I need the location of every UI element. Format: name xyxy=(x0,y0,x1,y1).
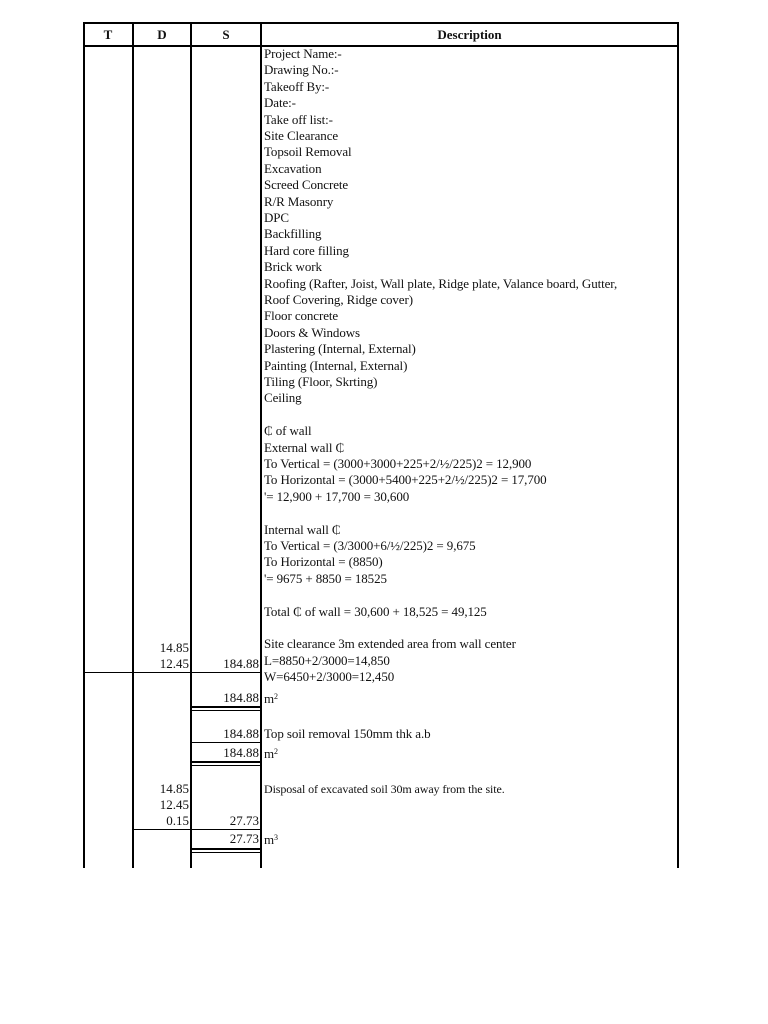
unit-power: 2 xyxy=(274,747,278,756)
description-line: '= 12,900 + 17,700 = 30,600 xyxy=(264,488,410,504)
description-line: Date:- xyxy=(264,95,296,111)
topsoil-unit xyxy=(264,746,676,762)
description-line: External wall ₵ xyxy=(264,439,345,455)
description-line: ₵ of wall xyxy=(264,423,312,439)
description-line: To Vertical = (3/3000+6/½/225)2 = 9,675 xyxy=(264,538,476,553)
description-line: DPC xyxy=(264,210,289,225)
description-line: Floor concrete xyxy=(264,308,339,324)
border-right xyxy=(677,22,679,868)
site-clearance-double-rule-2 xyxy=(192,710,261,711)
description-line: Roofing (Rafter, Joist, Wall plate, Ridge plate, Valance board, Gutter, xyxy=(264,275,618,291)
header-d: D xyxy=(157,27,167,42)
description-line: Project Name:- xyxy=(264,46,342,61)
disposal-double-rule-2 xyxy=(192,852,261,853)
description-line: Total ₵ of wall = 30,600 + 18,525 = 49,125 xyxy=(264,603,487,619)
description-line: Plastering (Internal, External) xyxy=(264,341,416,357)
unit-label: m xyxy=(264,832,275,847)
description-line: To Horizontal = (8850) xyxy=(264,554,383,570)
unit-power: 2 xyxy=(274,692,278,701)
description-line: Roof Covering, Ridge cover) xyxy=(264,292,413,307)
site-clearance-total: 184.88 xyxy=(223,690,259,705)
description-line: L=8850+2/3000=14,850 xyxy=(264,652,390,668)
unit-label: m xyxy=(264,691,275,706)
topsoil-text: Top soil removal 150mm thk a.b xyxy=(264,726,431,741)
header-description: Description xyxy=(437,27,502,42)
description-line: Backfilling xyxy=(264,226,322,242)
description-line: Ceiling xyxy=(264,390,302,406)
topsoil-double-rule-2 xyxy=(192,765,261,766)
description-line: Topsoil Removal xyxy=(264,144,352,160)
header-s: S xyxy=(222,27,230,42)
disposal-rule xyxy=(133,829,261,830)
topsoil-double-rule-1 xyxy=(192,761,261,763)
site-clearance-length: 14.85 xyxy=(159,640,189,655)
disposal-depth: 0.15 xyxy=(166,813,189,828)
unit-label: m xyxy=(264,746,275,761)
description-line: Site clearance 3m extended area from wall center xyxy=(264,636,516,652)
description-line: '= 9675 + 8850 = 18525 xyxy=(264,570,387,586)
disposal-unit xyxy=(264,832,676,848)
disposal-length: 14.85 xyxy=(159,781,189,796)
description-line: Takeoff By:- xyxy=(264,78,330,94)
description-line: To Horizontal = (3000+5400+225+2/½/225)2 = 17,700 xyxy=(264,472,547,488)
description-line: W=6450+2/3000=12,450 xyxy=(264,669,395,685)
disposal-width: 12.45 xyxy=(159,797,189,812)
description-line: Screed Concrete xyxy=(264,177,349,193)
site-clearance-area: 184.88 xyxy=(223,656,259,671)
description-line: Doors & Windows xyxy=(264,324,360,340)
site-clearance-double-rule-1 xyxy=(192,706,261,708)
description-line: Tiling (Floor, Skrting) xyxy=(264,374,378,389)
site-clearance-rule xyxy=(84,672,261,673)
unit-power: 3 xyxy=(274,833,278,842)
divider-t-d xyxy=(132,22,134,868)
description-line: Excavation xyxy=(264,160,322,176)
description-line: Site Clearance xyxy=(264,128,339,143)
topsoil-total: 184.88 xyxy=(223,745,259,760)
disposal-double-rule-1 xyxy=(192,848,261,850)
description-line: Internal wall ₵ xyxy=(264,521,341,537)
description-line: Brick work xyxy=(264,259,322,275)
disposal-text: Disposal of excavated soil 30m away from the site. xyxy=(264,782,505,796)
header-t: T xyxy=(103,27,113,42)
description-line: To Vertical = (3000+3000+225+2/½/225)2 = 12,900 xyxy=(264,456,532,471)
topsoil-area: 184.88 xyxy=(223,726,259,741)
description-line: Painting (Internal, External) xyxy=(264,357,408,373)
disposal-total: 27.73 xyxy=(229,831,259,846)
table-top-border xyxy=(83,22,679,24)
description-line: R/R Masonry xyxy=(264,193,334,209)
description-line: Take off list:- xyxy=(264,111,333,127)
site-clearance-width: 12.45 xyxy=(159,656,189,671)
description-line: Drawing No.:- xyxy=(264,62,339,78)
topsoil-rule xyxy=(192,742,261,743)
border-left xyxy=(83,22,85,868)
description-line: Hard core filling xyxy=(264,242,349,258)
disposal-volume: 27.73 xyxy=(229,813,259,828)
site-clearance-unit xyxy=(264,691,676,707)
